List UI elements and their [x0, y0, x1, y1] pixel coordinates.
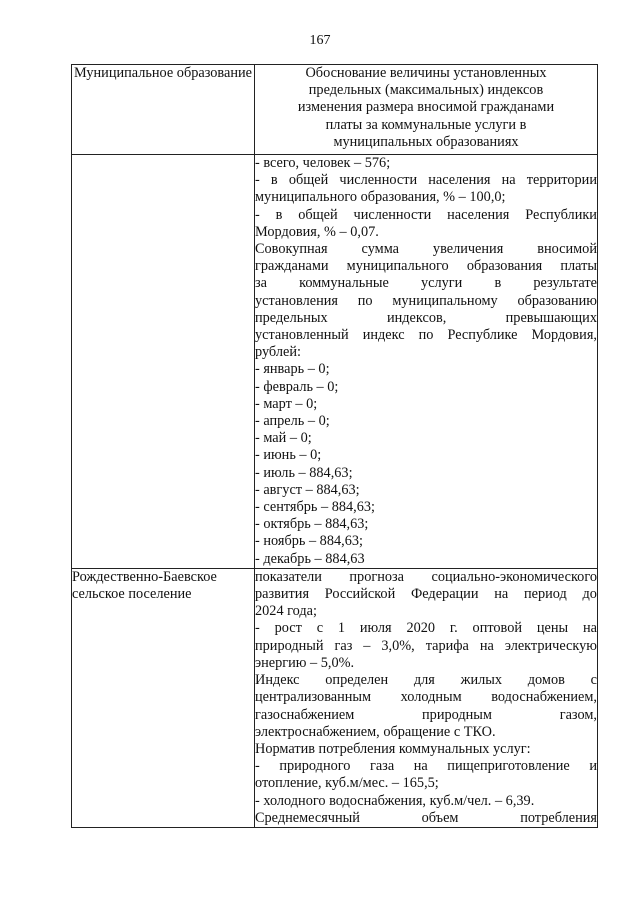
text-line: показатели прогноза социально-экономического: [255, 568, 597, 585]
justification-cell: [255, 155, 598, 569]
text-line: - октябрь – 884,63;: [255, 516, 369, 533]
text-line: - всего, человек – 576;: [255, 155, 391, 171]
text-line: природный газ – 3,0%, тарифа на электрическую: [255, 637, 597, 654]
justification-cell: [255, 568, 598, 827]
text-line: - природного газа на пищеприготовление и: [255, 758, 597, 775]
text-line: - август – 884,63;: [255, 481, 360, 498]
text-line: централизованным холодным водоснабжением,: [255, 689, 597, 706]
text-line: - холодного водоснабжения, куб.м/чел. – 6,39.: [255, 792, 535, 809]
text-line: газоснабжением природным газом,: [255, 706, 597, 723]
page-number: 167: [309, 33, 331, 48]
municipality-name-line: сельское поселение: [72, 586, 192, 603]
table-row: [72, 155, 598, 569]
justification-text: [255, 569, 597, 827]
text-line: отопление, куб.м/мес. – 165,5;: [255, 775, 439, 792]
table-row: [72, 568, 598, 827]
text-line: - июль – 884,63;: [255, 464, 353, 481]
text-line: гражданами муниципального образования платы: [255, 258, 597, 275]
header-line: изменения размера вносимой гражданами: [297, 99, 555, 116]
text-line: Совокупная сумма увеличения вносимой: [255, 241, 597, 258]
text-line: электроснабжением, обращение с ТКО.: [255, 723, 496, 740]
municipality-cell-empty: [72, 155, 255, 569]
text-line: предельных индексов, превышающих: [255, 309, 597, 326]
header-line: предельных (максимальных) индексов: [308, 82, 544, 99]
text-line: Мордовия, % – 0,07.: [255, 223, 379, 240]
text-line: - январь – 0;: [255, 361, 330, 378]
text-line: - июнь – 0;: [255, 447, 322, 464]
header-municipality: Муниципальное образование: [72, 65, 255, 155]
header-line: Обоснование величины установленных: [305, 65, 547, 81]
text-line: 2024 года;: [255, 603, 318, 620]
text-line: установления по муниципальному образованию: [255, 292, 597, 309]
text-line: - февраль – 0;: [255, 378, 339, 395]
text-line: - в общей численности населения на территории: [255, 172, 597, 189]
header-justification: [255, 65, 598, 155]
table-header-row: [72, 65, 598, 155]
municipality-name-line: Рождественно-Баевское: [72, 568, 217, 585]
justification-text: [255, 155, 597, 568]
text-line: - в общей численности населения Республики: [255, 206, 597, 223]
text-line: Норматив потребления коммунальных услуг:: [255, 740, 531, 757]
text-line: энергию – 5,0%.: [255, 654, 355, 671]
text-line: - декабрь – 884,63: [255, 550, 365, 567]
text-line: - март – 0;: [255, 395, 318, 412]
text-line: Индекс определен для жилых домов с: [255, 672, 597, 689]
text-line: установленный индекс по Республике Мордовия,: [255, 327, 597, 344]
text-line: муниципального образования, % – 100,0;: [255, 189, 506, 206]
text-line: развития Российской Федерации на период до: [255, 586, 597, 603]
text-line: Среднемесячный объем потребления: [255, 809, 597, 826]
text-line: - апрель – 0;: [255, 413, 330, 430]
header-line: муниципальных образованиях: [333, 133, 519, 150]
text-line: рублей:: [255, 344, 301, 361]
text-line: - ноябрь – 884,63;: [255, 533, 363, 550]
text-line: - сентябрь – 884,63;: [255, 499, 376, 516]
justification-table: [71, 64, 598, 828]
text-line: за коммунальные услуги в результате: [255, 275, 597, 292]
text-line: - май – 0;: [255, 430, 312, 447]
municipality-cell: [72, 568, 255, 827]
text-line: - рост с 1 июля 2020 г. оптовой цены на: [255, 620, 597, 637]
header-line: платы за коммунальные услуги в: [325, 116, 527, 133]
